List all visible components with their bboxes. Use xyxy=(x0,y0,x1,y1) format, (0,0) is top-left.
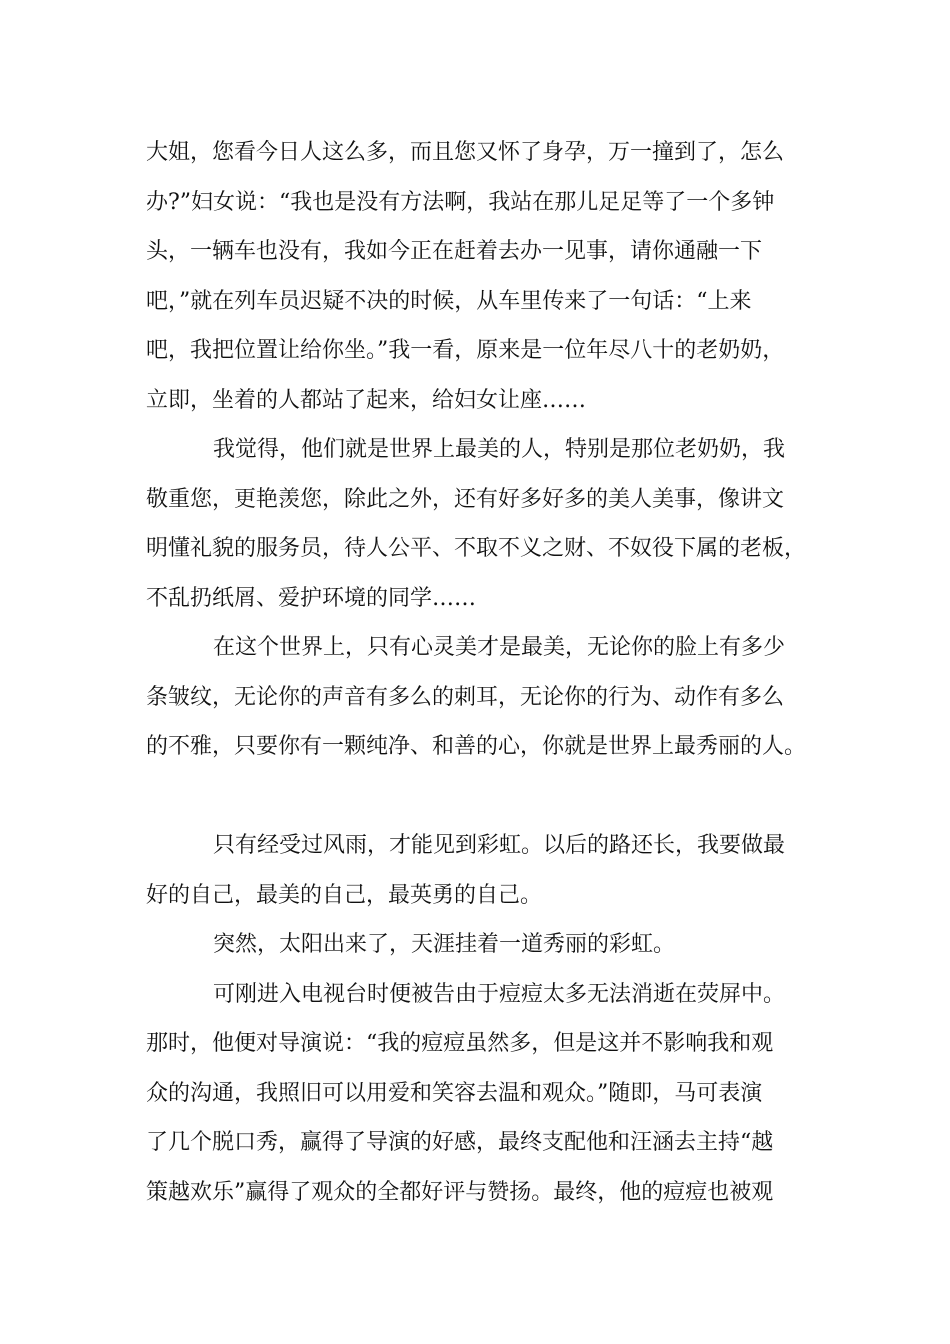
text-line: 可刚进入电视台时便被告由于痘痘太多无法消逝在荧屏中。 xyxy=(213,982,786,1007)
text-line: 只有经受过风雨，才能见到彩虹。以后的路还长，我要做最 xyxy=(213,833,786,858)
text-line: 吧，我把位置让给你坐。”我一看，原来是一位年尽八十的老奶奶， xyxy=(146,338,785,363)
text-line: 头，一辆车也没有，我如今正在赶着去办一见事，请你通融一下 xyxy=(146,239,763,264)
text-line: 吧，”就在列车员迟疑不决的时候，从车里传来了一句话：“上来 xyxy=(146,289,752,314)
text-line: 众的沟通，我照旧可以用爱和笑容去温和观众。”随即，马可表演 xyxy=(146,1081,763,1106)
text-line: 明懂礼貌的服务员，待人公平、不取不义之财、不奴役下属的老板， xyxy=(146,536,807,561)
text-line: 大姐，您看今日人这么多，而且您又怀了身孕，万一撞到了，怎么 xyxy=(146,140,785,165)
text-line: 好的自己，最美的自己，最英勇的自己。 xyxy=(146,883,543,908)
text-line: 的不雅，只要你有一颗纯净、和善的心，你就是世界上最秀丽的人。 xyxy=(146,734,807,759)
text-line: 办?”妇女说：“我也是没有方法啊，我站在那儿足足等了一个多钟 xyxy=(146,190,775,215)
text-line: 我觉得，他们就是世界上最美的人，特别是那位老奶奶，我 xyxy=(213,437,786,462)
text-line: 不乱扔纸屑、爱护环境的同学…… xyxy=(146,586,477,611)
text-line: 那时，他便对导演说：“我的痘痘虽然多，但是这并不影响我和观 xyxy=(146,1031,774,1056)
text-line: 立即，坐着的人都站了起来，给妇女让座…… xyxy=(146,388,587,413)
text-line: 条皱纹，无论你的声音有多么的刺耳，无论你的行为、动作有多么 xyxy=(146,685,785,710)
text-line: 在这个世界上，只有心灵美才是最美，无论你的脸上有多少 xyxy=(213,635,786,660)
text-line: 敬重您，更艳羡您，除此之外，还有好多好多的美人美事，像讲文 xyxy=(146,487,785,512)
text-line: 突然，太阳出来了，天涯挂着一道秀丽的彩虹。 xyxy=(213,932,676,957)
text-line: 了几个脱口秀，赢得了导演的好感，最终支配他和汪涵去主持“越 xyxy=(146,1130,774,1155)
text-line: 策越欢乐”赢得了观众的全都好评与赞扬。最终，他的痘痘也被观 xyxy=(146,1180,774,1205)
